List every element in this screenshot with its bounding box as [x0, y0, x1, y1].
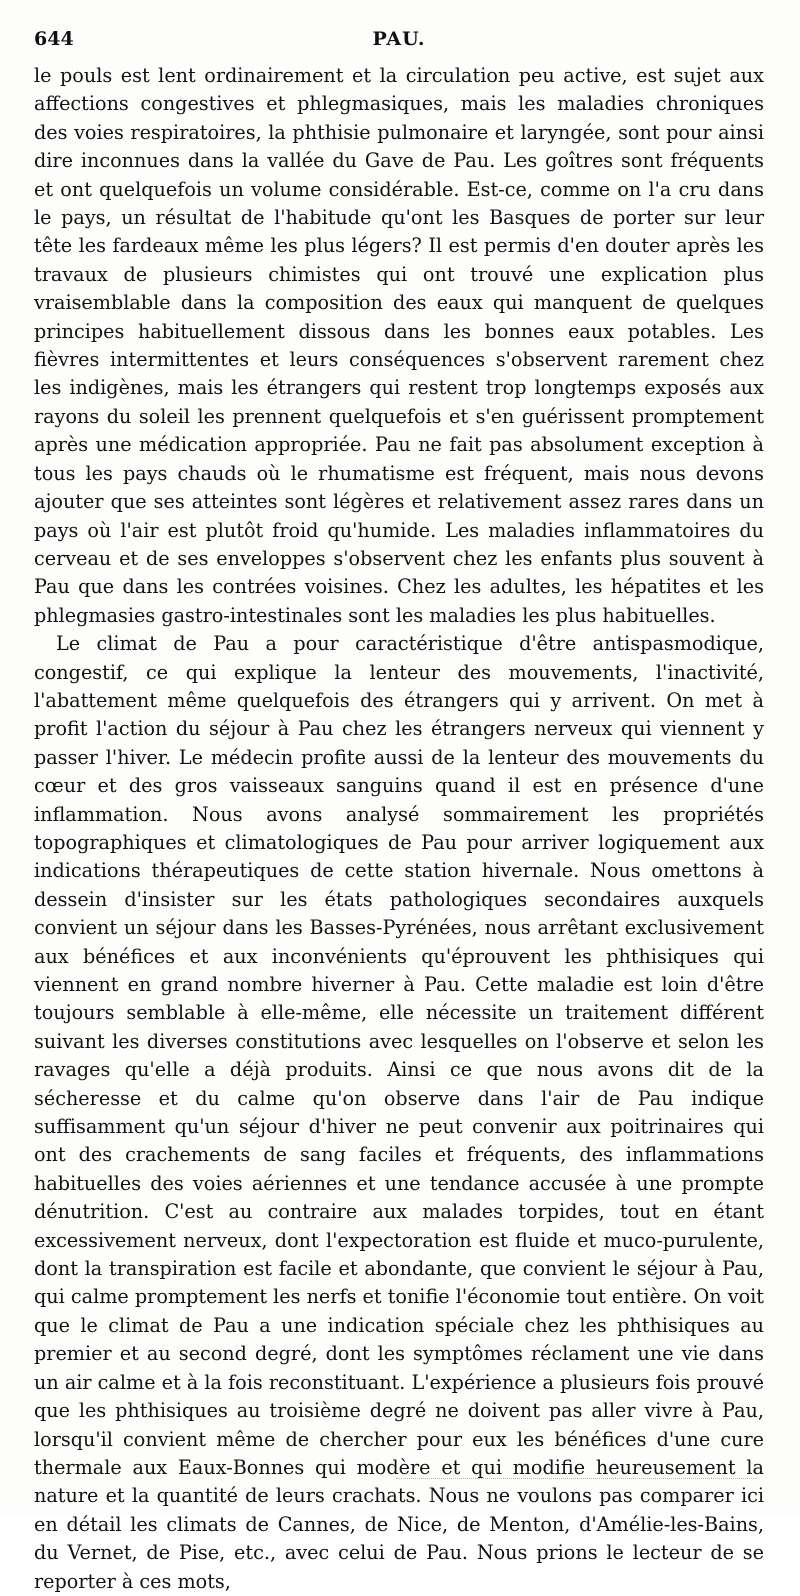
paragraph-1: le pouls est lent ordinairement et la circulation peu active, est sujet aux affections congestives et phlegmasiques, mais les maladies chroniques des voies respiratoires, la phthisie pulmonaire et laryngée, sont pour ainsi dire inconnues dans la vallée du Gave de Pau. Les goîtres sont fréquents et ont quelquefois un volume considérable. Est-ce, comme on l'a cru dans le pays, un résultat de l'habitude qu'ont les Basques de porter sur leur tête les fardeaux même les plus légers? Il est permis d'en douter après les travaux de plusieurs chimistes qui ont trouvé une explication plus vraisemblable dans la composition des eaux qui manquent de quelques principes habituellement dissous dans les bonnes eaux potables. Les fièvres intermittentes et leurs conséquences s'observent rarement chez les indigènes, mais les étrangers qui restent trop longtemps exposés aux rayons du soleil les prennent quelquefois et s'en guérissent promptement après une médication appropriée. Pau ne fait pas absolument exception à tous les pays chauds où le rhumatisme est fréquent, mais nous devons ajouter que ses atteintes sont légères et relativement assez rares dans un pays où l'air est plutôt froid qu'humide. Les maladies inflammatoires du cerveau et de ses enveloppes s'observent chez les enfants plus souvent à Pau que dans les contrées voisines. Chez les adultes, les hépatites et les phlegmasies gastro-intestinales sont les maladies les plus habituelles.: [34, 64, 764, 627]
body-text: [34, 62, 764, 1596]
bleed-through-rule: [396, 1478, 756, 1481]
page-number: 644: [34, 28, 74, 50]
page-header: [34, 28, 764, 54]
paragraph-2: Le climat de Pau a pour caractéristique d'être antispasmodique, congestif, ce qui explique la lenteur des mouvements, l'inactivité, l'abattement même quelquefois des étrangers qui y arrivent. On met à profit l'action du séjour à Pau chez les étrangers nerveux qui viennent y passer l'hiver. Le médecin profite aussi de la lenteur des mouvements du cœur et des gros vaisseaux sanguins quand il est en présence d'une inflammation. Nous avons analysé sommairement les propriétés topographiques et climatologiques de Pau pour arriver logiquement aux indications thérapeutiques de cette station hivernale. Nous omettons à dessein d'insister sur les états pathologiques secondaires auxquels convient un séjour dans les Basses-Pyrénées, nous arrêtant exclusivement aux bénéfices et aux inconvénients qu'éprouvent les phthisiques qui viennent en grand nombre hiverner à Pau. Cette maladie est loin d'être toujours semblable à elle-même, elle nécessite un traitement différent suivant les diverses constitutions avec lesquelles on l'observe et selon les ravages qu'elle a déjà produits. Ainsi ce que nous avons dit de la sécheresse et du calme qu'on observe dans l'air de Pau indique suffisamment qu'un séjour d'hiver ne peut convenir aux poitrinaires qui ont des crachements de sang faciles et fréquents, des inflammations habituelles des voies aériennes et une tendance accusée à une prompte dénutrition. C'est au contraire aux malades torpides, tout en étant excessivement nerveux, dont l'expectoration est fluide et muco-purulente, dont la transpiration est facile et abondante, que convient le séjour à Pau, qui calme promptement les nerfs et tonifie l'économie tout entière. On voit que le climat de Pau a une indication spéciale chez les phthisiques au premier et au second degré, dont les symptômes réclament une vie dans un air calme et à la fois reconstituant. L'expérience a plusieurs fois prouvé que les phthisiques au troisième degré ne doivent pas aller vivre à Pau, lorsqu'il convient même de chercher pour eux les bénéfices d'une cure thermale aux Eaux-Bonnes qui modère et qui modifie heureusement la nature et la quantité de leurs crachats. Nous ne voulons pas comparer ici en détail les climats de Cannes, de Nice, de Menton, d'Amélie-les-Bains, du Vernet, de Pise, etc., avec celui de Pau. Nous prions le lecteur de se reporter à ces mots,: [34, 632, 764, 1593]
running-title: PAU.: [372, 28, 426, 50]
